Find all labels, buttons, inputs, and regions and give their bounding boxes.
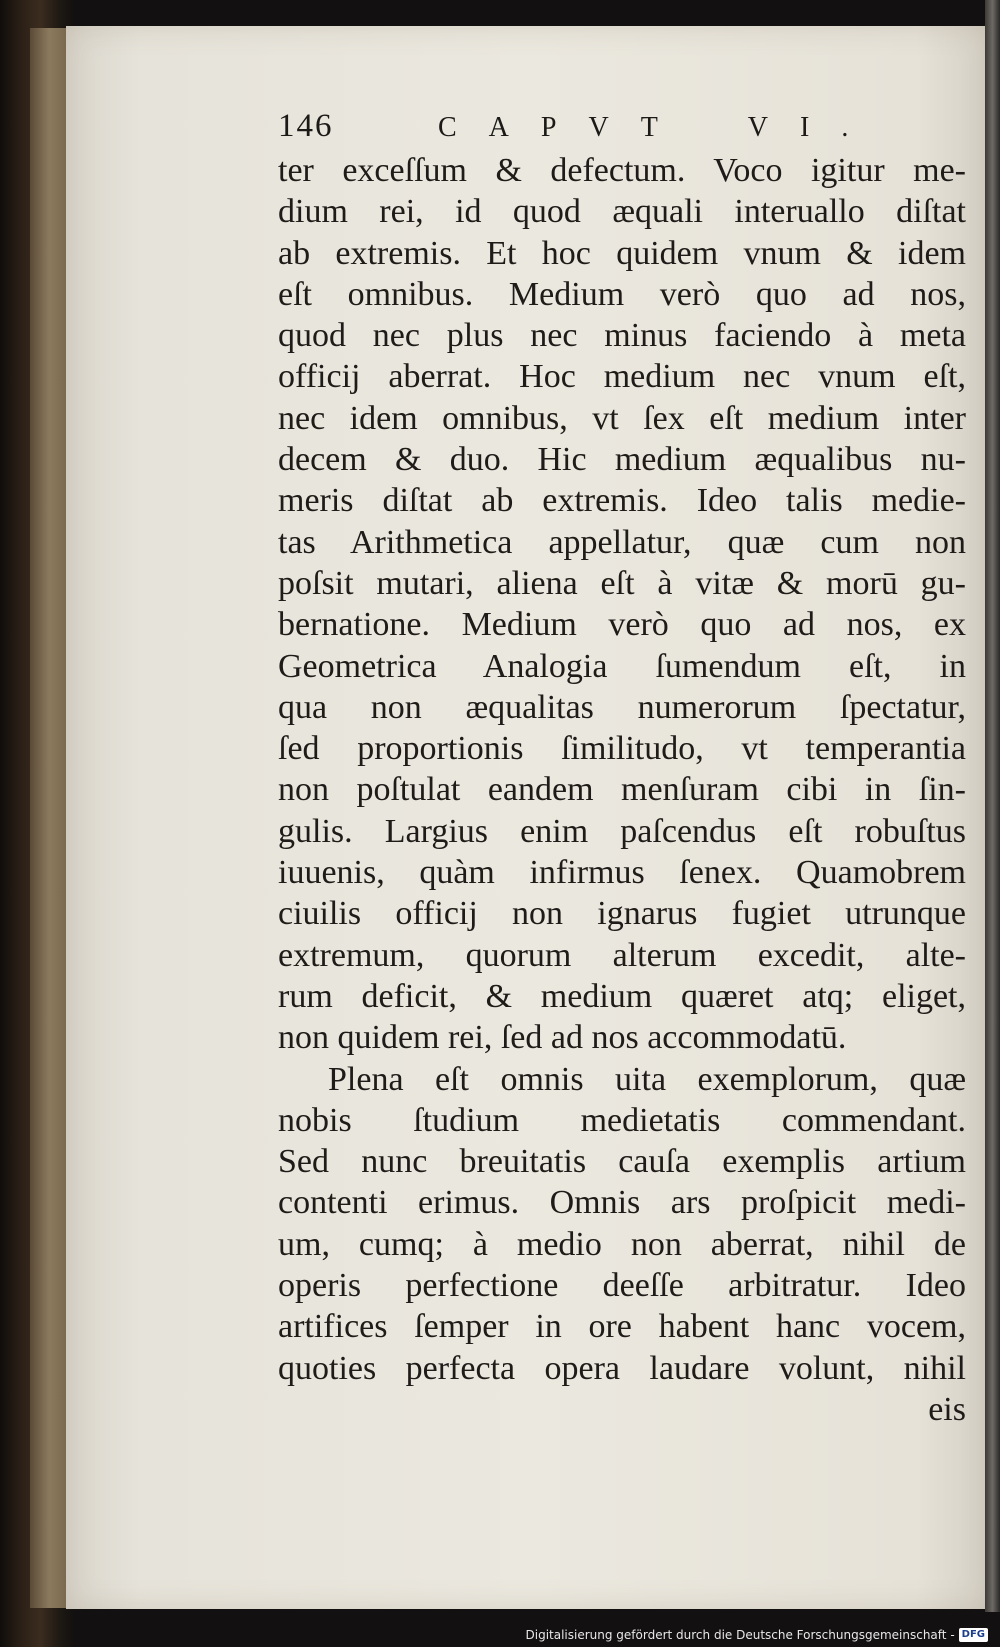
text-line: rum deficit, & medium quæret atq; eliget, xyxy=(278,977,966,1015)
paragraph-start-line: Plena eſt omnis uita exemplorum, quæ xyxy=(328,1060,966,1098)
text-line: dium rei, id quod æquali interuallo diſtat xyxy=(278,193,966,231)
text-line: nec idem omnibus, vt ſex eſt medium inter xyxy=(278,399,966,437)
text-line: operis perfectione deeſſe arbitratur. Ideo xyxy=(278,1267,966,1305)
text-line: officij aberrat. Hoc medium nec vnum eſt, xyxy=(278,358,966,396)
text-line: ciuilis officij non ignarus fugiet utrunque xyxy=(278,895,966,933)
text-line: um, cumq; à medio non aberrat, nihil de xyxy=(278,1225,966,1263)
text-line: non quidem rei, ſed ad nos accommodatū. xyxy=(278,1019,847,1057)
page-number: 146 xyxy=(278,108,334,144)
text-line: ab extremis. Et hoc quidem vnum & idem xyxy=(278,234,966,272)
text-line: non poſtulat eandem menſuram cibi in ſin- xyxy=(278,771,966,809)
body-text xyxy=(278,150,966,1430)
text-line: gulis. Largius enim paſcendus eſt robuſtus xyxy=(278,812,966,850)
text-line: artifices ſemper in ore habent hanc vocem, xyxy=(278,1308,966,1346)
text-line: qua non æqualitas numerorum ſpectatur, xyxy=(278,688,966,726)
text-line: ter exceſſum & defectum. Voco igitur me- xyxy=(278,152,966,189)
text-line: eſt omnibus. Medium verò quo ad nos, xyxy=(278,275,966,313)
page-right-edge xyxy=(985,0,1000,1612)
dfg-logo: DFG xyxy=(959,1628,988,1642)
text-line: quoties perfecta opera laudare volunt, nihil xyxy=(278,1349,966,1387)
text-line: ſed proportionis ſimilitudo, vt temperantia xyxy=(278,730,966,768)
text-line: poſsit mutari, aliena eſt à vitæ & morū gu- xyxy=(278,564,966,602)
text-line: extremum, quorum alterum excedit, alte- xyxy=(278,936,966,974)
text-line: tas Arithmetica appellatur, quæ cum non xyxy=(278,523,966,561)
running-title: CAPVT VI. xyxy=(438,112,881,143)
page-header xyxy=(278,108,948,154)
catchword: eis xyxy=(928,1390,966,1428)
text-line: nobis ſtudium medietatis commendant. xyxy=(278,1101,966,1139)
digitization-credit xyxy=(526,1626,989,1644)
credit-text: Digitalisierung gefördert durch die Deutsche Forschungsgemeinschaft - xyxy=(525,1628,955,1642)
text-line: quod nec plus nec minus faciendo à meta xyxy=(278,317,966,355)
text-line: Geometrica Analogia ſumendum eſt, in xyxy=(278,647,966,685)
text-line: meris diſtat ab extremis. Ideo talis medie- xyxy=(278,482,966,520)
text-line: iuuenis, quàm infirmus ſenex. Quamobrem xyxy=(278,854,966,892)
text-line: Sed nunc breuitatis cauſa exemplis artium xyxy=(278,1143,966,1181)
text-line: decem & duo. Hic medium æqualibus nu- xyxy=(278,441,966,479)
text-line: contenti erimus. Omnis ars proſpicit medi- xyxy=(278,1184,966,1222)
text-line: bernatione. Medium verò quo ad nos, ex xyxy=(278,606,966,644)
